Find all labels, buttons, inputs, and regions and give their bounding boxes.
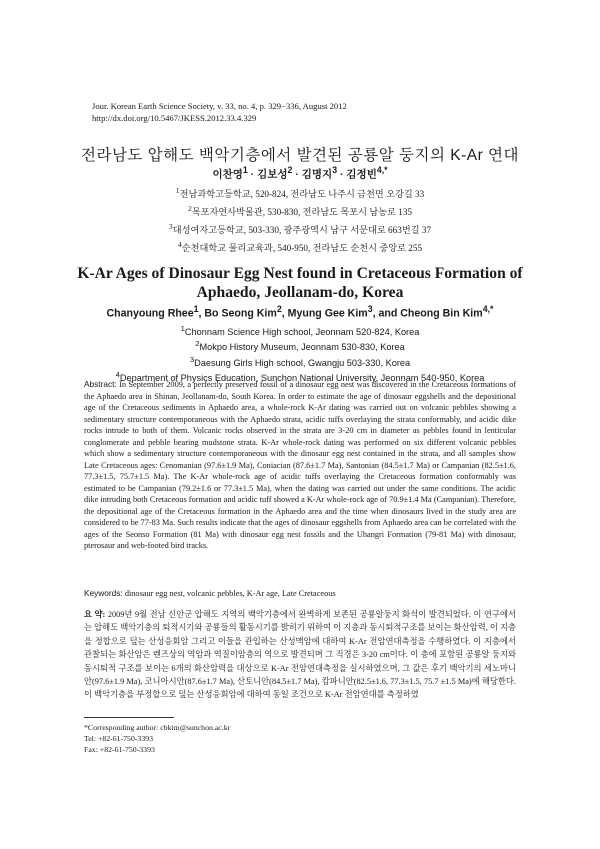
affiliation (0, 238, 600, 256)
keywords-text: dinosaur egg nest, volcanic pebbles, K-Ar age, Late Cretaceous (124, 589, 336, 598)
affiliation-sup: 2 (187, 203, 192, 213)
author-name: Chanyoung Rhee (106, 307, 194, 320)
author-sup: 2 (276, 304, 282, 314)
abstract-label: Abstract: (84, 379, 117, 389)
affiliation (0, 338, 600, 353)
english-affiliations (0, 323, 600, 384)
korean-title: 전라남도 압해도 백악기층에서 발견된 공룡알 둥지의 K-Ar 연대 (81, 147, 519, 164)
author-name: 이찬영 (212, 168, 243, 181)
keywords (84, 588, 516, 599)
footnote (84, 722, 230, 756)
author-name: Cheong Bin Kim (400, 307, 483, 320)
affiliation-text: Chonnam Science High school, Jeonnam 520-824, Korea (184, 327, 420, 338)
affiliation (0, 354, 600, 369)
author-name: 김명지 (301, 168, 333, 181)
author-separator: , (198, 307, 205, 320)
korean-authors (0, 165, 600, 182)
author-name: 김보성 (257, 168, 288, 181)
author-separator: · (337, 168, 347, 181)
affiliation (0, 220, 600, 238)
affiliation-sup: 2 (195, 339, 200, 349)
english-authors (0, 304, 600, 320)
affiliation-text: Department of Physics Education, Sunchon National University, Jeonnam 540-950, Korea (119, 372, 485, 383)
affiliation (0, 202, 600, 220)
author-name: Bo Seong Kim (204, 307, 277, 320)
korean-summary (84, 608, 516, 702)
footnote-divider (84, 717, 174, 718)
affiliation-sup: 4 (177, 239, 182, 249)
affiliation-text: Mokpo History Museum, Jeonnam 530-830, Korea (199, 342, 405, 353)
footnote-tel: Tel: +82-61-750-3393 (84, 734, 154, 744)
affiliation (0, 323, 600, 338)
summary-label: 요 약: (84, 610, 106, 619)
author-name: Myung Gee Kim (287, 307, 368, 320)
journal-doi[interactable]: http://dx.doi.org/10.5467/JKESS.2012.33.4.329 (92, 113, 257, 123)
author-separator: · (247, 168, 258, 181)
english-title (40, 264, 560, 302)
abstract-text: In September 2009, a perfectly preserved fossil of a dinosaur egg nest was discovered in the Cretaceous formations of the Aphaedo area in Shinan, Jeollanam-do, South Korea. In order to estimate the age of dinosaur eggshells and the depositional age of the Cretaceous sediments in Aphaedo area, a whole-rock K-Ar dating was carried out on volcanic pebbles showing a sedimentary structure contemporaneous with the Aphaedo strata, acidic tuffs overlaying the strata conformably, and acidic dike rocks intrude to both of them. Volcanic rocks observed in the strata are 3-20 cm in diameter as pebbles found in lenticular conglomerate and pebble bearing mudstone strata. K-Ar whole-rock dating was performed on six different volcanic pebbles which show a sedimentary structure contemporaneous with the dinosaur egg nest contained in the strata, and all samples show Late Cretaceous ages: Cenomanian (97.6±1.9 Ma), Coniacian (87.6±1.7 Ma), Santonian (84.5±1.7 Ma) or Campanian (82.5±1.6, 77.3±1.5, 75.7±1.5 Ma). The K-Ar whole-rock age of acidic tuffs overlaying the Cretaceous formation conformably was estimated to be Campanian (79.2±1.6 or 77.3±1.5 Ma), when the dating was carried out under the same conditions. The acidic dike intruding both Cretaceous formation and acidic tuff showed a K-Ar whole-rock age of 70.9±1.4 Ma (Campanian). Therefore, the depositional age of the Cretaceous formation in the Aphaedo area and the time when dinosaurs lived in the study area are considered to be 77-83 Ma. Such results indicate that the ages of dinosaur eggshells from Aphaedo area can be correlated with the ages of the Seonso Formation (81 Ma) with dinosaur egg nest fossils and the Uhangri Formation (79-81 Ma) with dinosaur, pterosaur and web-footed bird tracks. (84, 380, 517, 550)
affiliation-sup: 1 (180, 324, 185, 333)
author-sup: 2 (287, 165, 293, 175)
author-separator: · (292, 168, 302, 181)
journal-citation: Jour. Korean Earth Science Society, v. 33, no. 4, p. 329−336, August 2012 (92, 101, 347, 111)
english-title-line: K-Ar Ages of Dinosaur Egg Nest found in Cretaceous Formation of (77, 265, 523, 282)
author-separator: , and (372, 307, 401, 320)
affiliation-text: 순천대학교 물리교육과, 540-950, 전라남도 순천시 중앙로 255 (181, 242, 423, 253)
keywords-label: Keywords: (84, 588, 123, 598)
affiliation-sup: 3 (168, 221, 173, 231)
author-sup: 4,* (482, 304, 494, 314)
affiliation-sup: 3 (189, 354, 195, 364)
affiliation-text: Daesung Girls High school, Gwangju 503-330, Korea (194, 357, 411, 368)
author-sup: 3 (332, 165, 338, 175)
english-title-line: Aphaedo, Jeollanam-do, Korea (196, 284, 404, 301)
corresponding-author: *Corresponding author: cbkim@sunchon.ac.kr (84, 723, 231, 732)
affiliation (0, 184, 600, 202)
affiliation-sup: 4 (115, 369, 120, 379)
abstract (84, 379, 516, 552)
korean-affiliations (0, 184, 600, 255)
author-sup: 3 (367, 304, 373, 314)
affiliation-text: 전남과학고등학교, 520-824, 전라남도 나주시 금천면 오강길 33 (179, 189, 425, 200)
author-sup: 1 (242, 165, 248, 175)
affiliation-text: 대성여자고등학교, 503-330, 광주광역시 남구 서문대로 663번길 37 (172, 224, 432, 235)
footnote-fax: Fax: +82-61-750-3393 (84, 745, 155, 755)
summary-text: 2009년 9월 전남 신안군 압해도 지역의 백악기층에서 완벽하게 보존된 공룡알둥지 화석이 발견되었다. 이 연구에서는 압해도 백악기층의 퇴적시기와 공룡들의 활동시기를 밝히기 위하여 이 지층과 동시퇴적구조를 보이는 화산암력, 이 지층을 정합으로 덮는 산성응회암 그리고 이들을 관입하는 산성맥암에 대하여 K-Ar 전암연대측정을 수행하였다. 이 지층에서 관찰되는 화산암은 렌즈상의 역암과 역질이암층의 역으로 발견되며 그 직경은 3-20 cm이다. 이 층에 포함된 공룡알 둥지와 동시퇴적 구조를 보이는 6개의 화산암력을 대상으로 K-Ar 전암연대측정을 실시하였으며, 그 값은 후기 백악기의 세노마니안(97.6±1.9 Ma), 코니아시안(87.6±1.7 Ma), 산토니안(84.5±1.7 Ma), 캄파니안(82.5±1.6, 77.3±1.5, 75.7 ±1.5 Ma)에 해당한다. 이 백악기층을 부정합으로 덮는 산성응회암에 대하여 동일 조건으로 K-Ar 전암연대를 측정하였 (84, 610, 516, 700)
author-separator: , (281, 307, 288, 320)
author-sup: 4,* (376, 165, 388, 175)
affiliation-sup: 1 (175, 186, 180, 195)
author-name: 김정빈 (346, 168, 377, 181)
affiliation-text: 목포자연사박물관, 530-830, 전라남도 목포시 남농로 135 (191, 206, 413, 217)
author-sup: 1 (193, 304, 199, 314)
journal-header (92, 100, 347, 124)
